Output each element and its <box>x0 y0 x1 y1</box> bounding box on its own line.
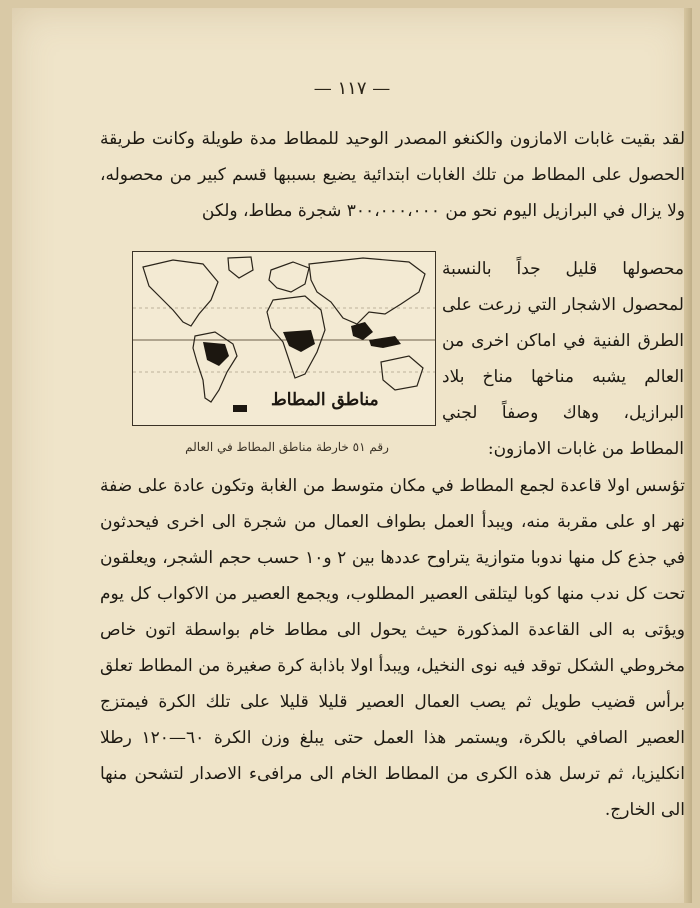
page-edge <box>684 8 692 903</box>
paragraph-process: تؤسس اولا قاعدة لجمع المطاط في مكان متوسط من الغابة وتكون عادة على ضفة نهر او على مقربة منه، ويبدأ العمل بطواف العمال من شجرة الى اخرى فيحدثون في جذع كل منها ندوبا متوازية يتراوح عددها بين ٢ و١٠ حسب حجم الشجر، ويعلقون تحت كل ندب منها كوبا ليتلقى العصير المطلوب، ويجمع العصير من الاكواب كل يوم ويؤتى به الى القاعدة المذكورة حيث يحول الى مطاط خام بواسطة اتون خاص مخروطي الشكل توقد فيه نوى النخيل، ويبدأ اولا باذابة كرة صغيرة من المطاط تعلق برأس قضيب طويل ثم يصب العمال العصير قليلا قليلا على تلك الكرة فيمتزج العصير الصافي بالكرة، ويستمر هذا العمل حتى يبلغ وزن الكرة ٦٠—١٢٠ رطلا انكليزيا، ثم ترسل هذه الكرى من المطاط الخام الى مرافىء الاصدار لتشحن منها الى الخارج. <box>100 476 686 820</box>
map-label: مناطق المطاط <box>271 390 379 410</box>
world-map-figure <box>132 251 436 426</box>
figure-caption: رقم ٥١ خارطة مناطق المطاط في العالم <box>185 440 389 454</box>
side-text-column <box>442 251 684 467</box>
paragraph-intro: لقد بقيت غابات الامازون والكنغو المصدر الوحيد للمطاط مدة طويلة وكانت طريقة الحصول على المطاط من تلك الغابات ابتدائية يضيع بسببها قسم كبير من محصوله، ولا يزال في البرازيل اليوم نحو من ٣٠٠،٠٠٠،٠٠٠ شجرة مطاط، ولكن <box>100 129 685 221</box>
book-page <box>12 8 692 903</box>
page-number: — ١١٧ — <box>313 78 391 99</box>
legend-swatch <box>233 405 247 412</box>
paragraph-intro-continued: محصولها قليل جداً بالنسبة لمحصول الاشجار التي زرعت على الطرق الفنية في اماكن اخرى من العالم يشبه مناخها مناخ بلاد البرازيل، وهاك وصفاً لجني المطاط من غابات الامازون: <box>442 259 684 459</box>
